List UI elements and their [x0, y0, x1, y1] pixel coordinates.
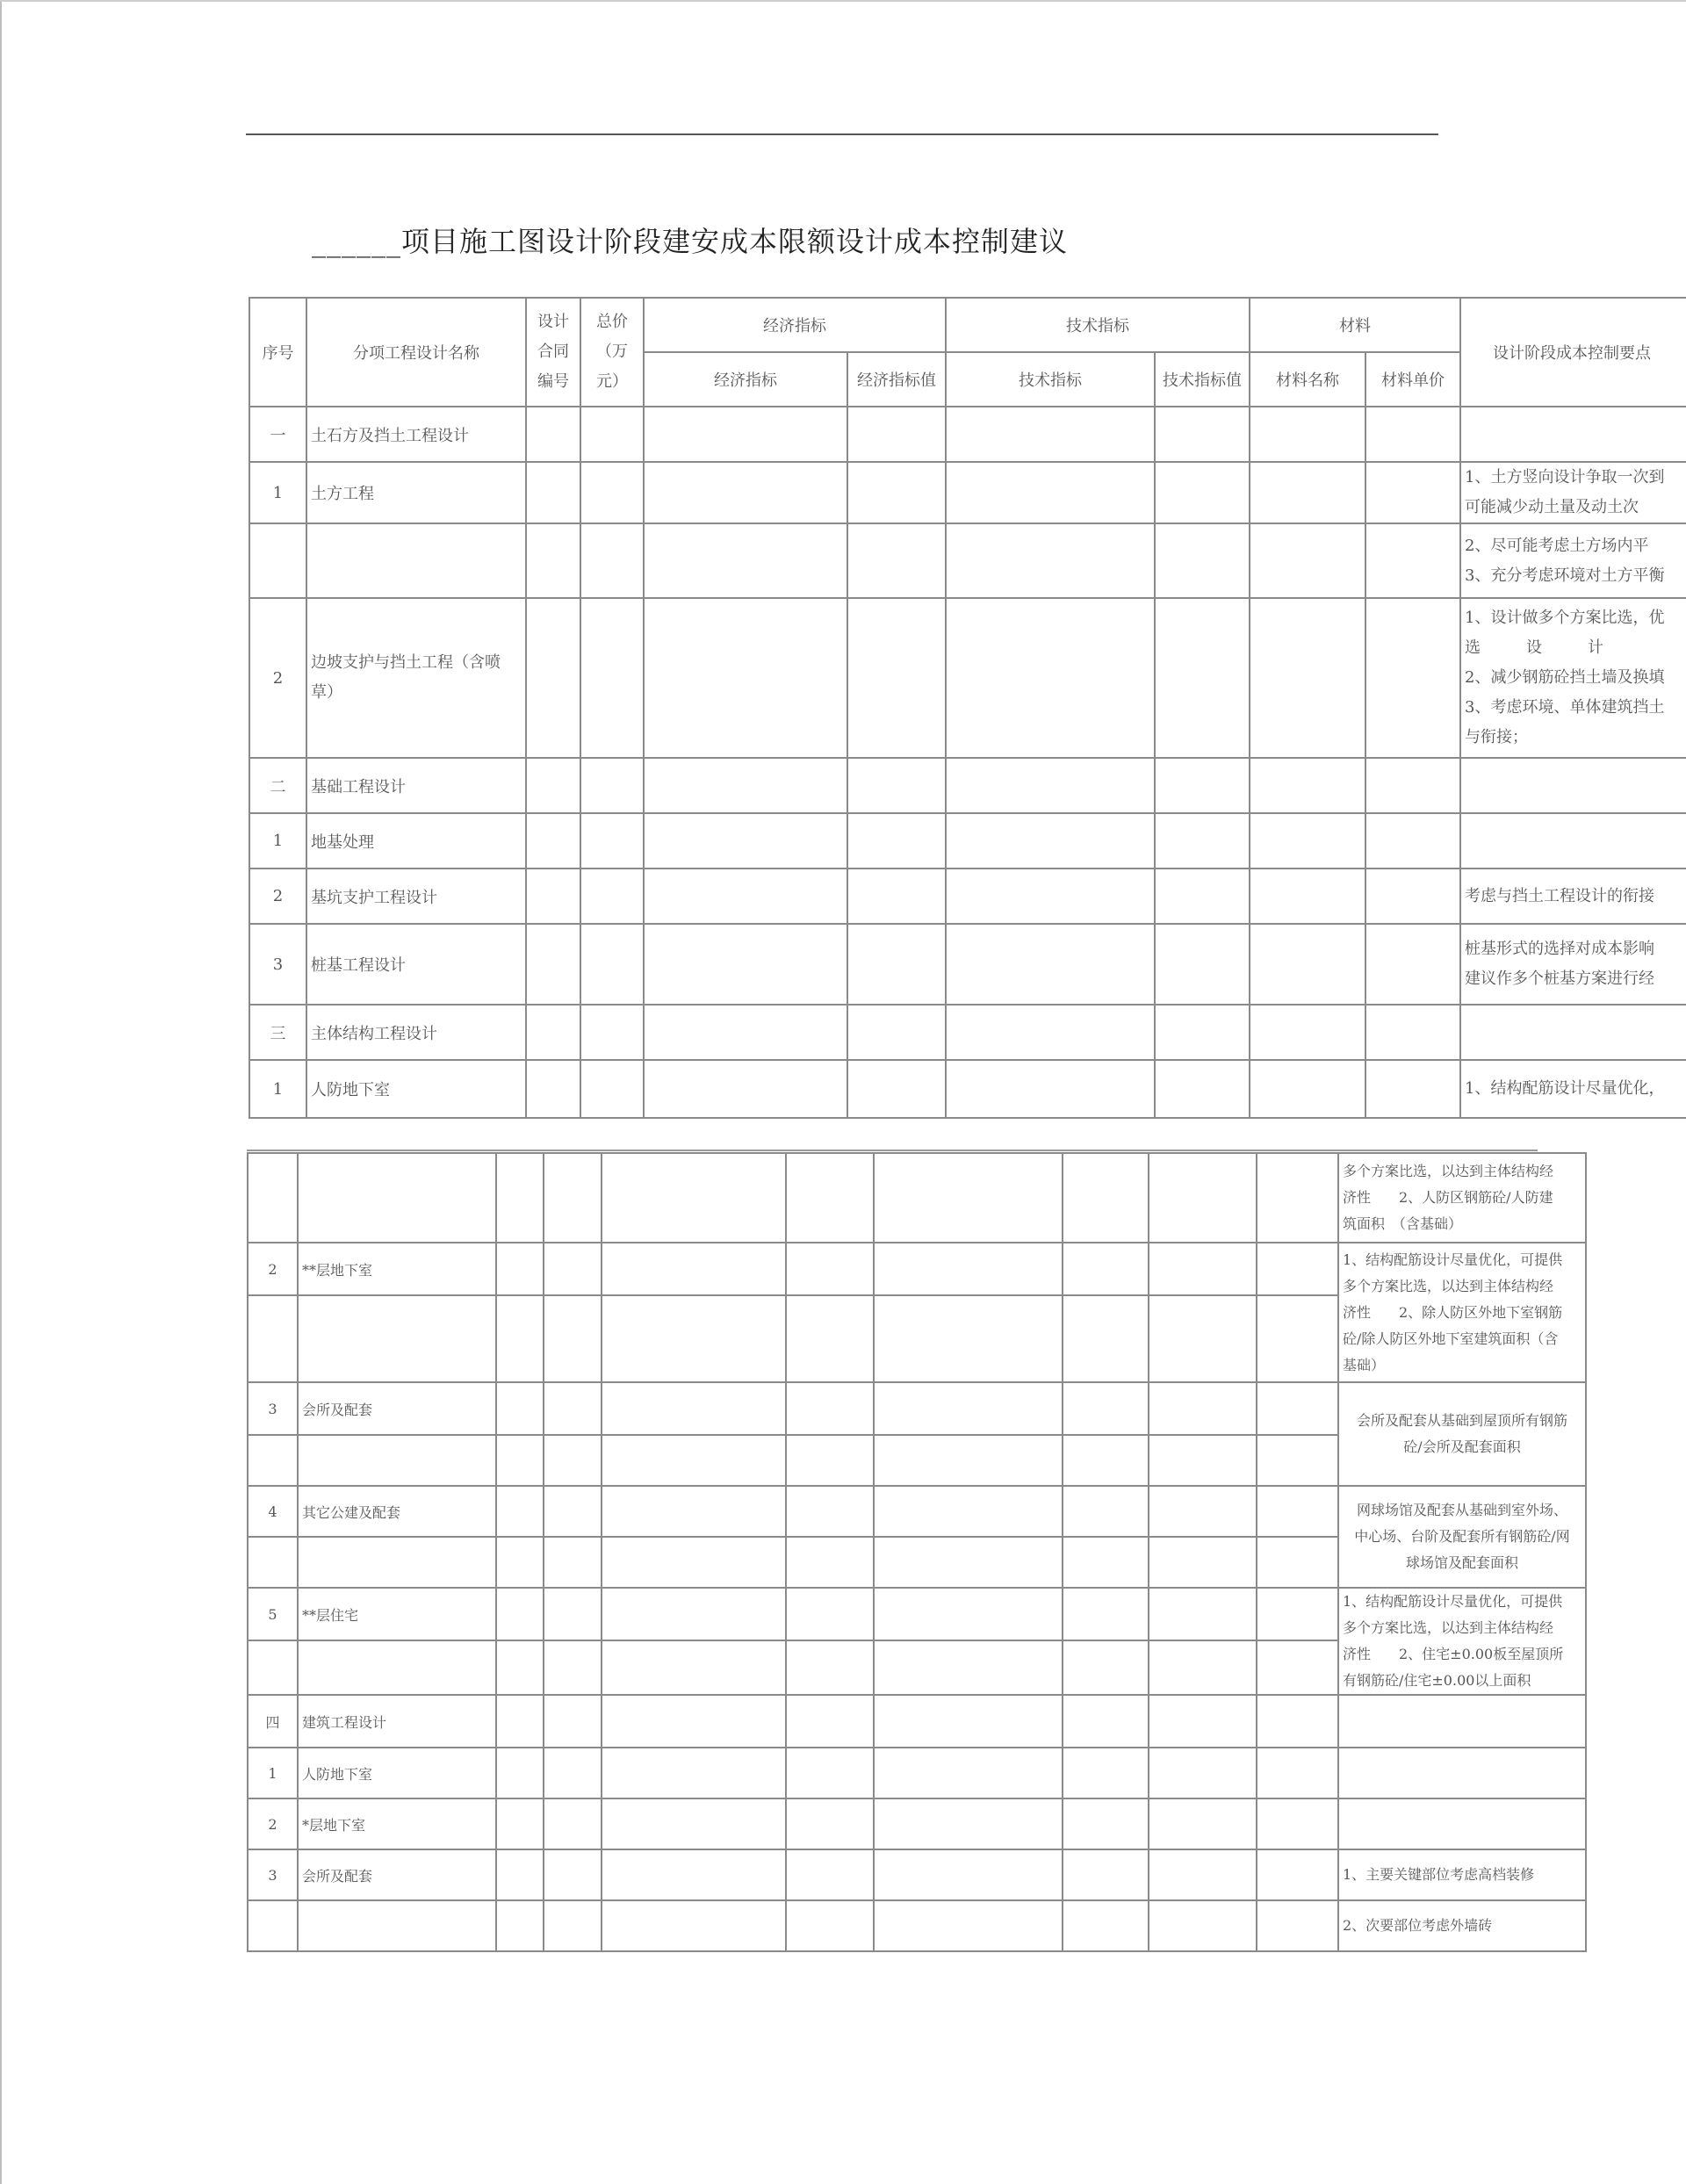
- control-note-cell: 2、次要部位考虑外墙砖: [1338, 1900, 1586, 1951]
- item-name-cell: 土方工程: [306, 462, 526, 523]
- item-name-cell: 土石方及挡土工程设计: [306, 407, 526, 462]
- table-continuation-rule: [247, 1150, 1538, 1151]
- seq-cell: 2: [248, 1243, 298, 1295]
- item-name-cell: 人防地下室: [306, 1060, 526, 1118]
- table-row: [248, 1798, 1586, 1849]
- seq-cell: 1: [249, 462, 306, 523]
- cost-control-table-part1: [249, 297, 1686, 1119]
- control-note-cell: 1、结构配筋设计尽量优化，可提供 多个方案比选，以达到主体结构经 济性 2、住宅±0.00板至屋顶所 有钢筋砼/住宅±0.00以上面积: [1338, 1588, 1586, 1695]
- item-name-cell: 基坑支护工程设计: [306, 869, 526, 924]
- header-material-price: 材料单价: [1365, 352, 1460, 407]
- item-name-cell: 人防地下室: [298, 1748, 496, 1798]
- control-note-cell: 1、主要关键部位考虑高档装修: [1338, 1849, 1586, 1900]
- seq-cell: 一: [249, 407, 306, 462]
- control-note-cell: 会所及配套从基础到屋顶所有钢筋 砼/会所及配套面积: [1338, 1382, 1586, 1486]
- item-name-cell: 会所及配套: [298, 1382, 496, 1435]
- item-name-cell: 边坡支护与挡土工程（含喷草）: [306, 598, 526, 758]
- seq-cell: 1: [249, 1060, 306, 1118]
- seq-cell: 1: [248, 1748, 298, 1798]
- item-name-cell: *层地下室: [298, 1798, 496, 1849]
- item-name-cell: 其它公建及配套: [298, 1486, 496, 1537]
- seq-cell: 4: [248, 1486, 298, 1537]
- item-name-cell: **层地下室: [298, 1243, 496, 1295]
- seq-cell: 3: [248, 1849, 298, 1900]
- table-row: [248, 1153, 1586, 1243]
- table-row: [249, 813, 1686, 869]
- table-row: [249, 523, 1686, 598]
- header-total: 总价（万元）: [580, 298, 644, 407]
- control-note-cell: 桩基形式的选择对成本影响 建议作多个桩基方案进行经: [1460, 924, 1686, 1005]
- table-row: [248, 1382, 1586, 1435]
- table-row: [249, 1060, 1686, 1118]
- header-name: 分项工程设计名称: [306, 298, 526, 407]
- table-row: [248, 1849, 1586, 1900]
- table-row: [249, 1005, 1686, 1060]
- control-note-cell: 1、土方竖向设计争取一次到 可能减少动土量及动土次: [1460, 462, 1686, 523]
- control-note-cell: 网球场馆及配套从基础到室外场、 中心场、台阶及配套所有钢筋砼/网 球场馆及配套面积: [1338, 1486, 1586, 1588]
- table-row: [248, 1900, 1586, 1951]
- header-control-points: 设计阶段成本控制要点: [1460, 298, 1686, 407]
- header-tech-group: 技术指标: [946, 298, 1250, 352]
- header-econ-value: 经济指标值: [847, 352, 946, 407]
- header-material-name: 材料名称: [1250, 352, 1365, 407]
- item-name-cell: 建筑工程设计: [298, 1695, 496, 1748]
- seq-cell: 3: [248, 1382, 298, 1435]
- item-name-cell: 桩基工程设计: [306, 924, 526, 1005]
- table-row: [248, 1695, 1586, 1748]
- item-name-cell: 基础工程设计: [306, 758, 526, 813]
- seq-cell: 三: [249, 1005, 306, 1060]
- seq-cell: 2: [249, 869, 306, 924]
- header-econ: 经济指标: [644, 352, 847, 407]
- page-frame-left: [0, 0, 2, 2184]
- control-note-cell: 考虑与挡土工程设计的衔接: [1460, 869, 1686, 924]
- seq-cell: 5: [248, 1588, 298, 1640]
- table-row: [248, 1243, 1586, 1295]
- seq-cell: 1: [249, 813, 306, 869]
- control-note-cell: 1、结构配筋设计尽量优化，可提供 多个方案比选，以达到主体结构经 济性 2、除人防区外地下室钢筋 砼/除人防区外地下室建筑面积（含 基础）: [1338, 1243, 1586, 1382]
- control-note-cell: 2、尽可能考虑土方场内平 3、充分考虑环境对土方平衡: [1460, 523, 1686, 598]
- header-tech: 技术指标: [946, 352, 1155, 407]
- seq-cell: 二: [249, 758, 306, 813]
- item-name-cell: 地基处理: [306, 813, 526, 869]
- header-tech-value: 技术指标值: [1155, 352, 1250, 407]
- item-name-cell: 主体结构工程设计: [306, 1005, 526, 1060]
- table-row: [249, 924, 1686, 1005]
- seq-cell: 四: [248, 1695, 298, 1748]
- seq-cell: 3: [249, 924, 306, 1005]
- header-seq: 序号: [249, 298, 306, 407]
- cost-control-table-part2: [247, 1152, 1587, 1952]
- table-row: [249, 869, 1686, 924]
- item-name-cell: **层住宅: [298, 1588, 496, 1640]
- control-note-cell: 多个方案比选，以达到主体结构经 济性 2、人防区钢筋砼/人防建 筑面积 （含基础）: [1338, 1153, 1586, 1243]
- control-note-cell: 1、设计做多个方案比选，优 选设计 2、减少钢筋砼挡土墙及换填 3、考虑环境、单体建筑挡土 与衔接；: [1460, 598, 1686, 758]
- page-frame-top: [0, 0, 1686, 2]
- header-econ-group: 经济指标: [644, 298, 946, 352]
- table-row: [249, 598, 1686, 758]
- table-row: [249, 407, 1686, 462]
- table-row: [249, 758, 1686, 813]
- table-row: [249, 462, 1686, 523]
- header-contract: 设计合同编号: [526, 298, 580, 407]
- control-note-cell: 1、结构配筋设计尽量优化，: [1460, 1060, 1686, 1118]
- header-rule: [246, 133, 1438, 135]
- table-row: [248, 1748, 1586, 1798]
- header-material-group: 材料: [1250, 298, 1460, 352]
- item-name-cell: 会所及配套: [298, 1849, 496, 1900]
- seq-cell: 2: [249, 598, 306, 758]
- page-title: ______项目施工图设计阶段建安成本限额设计成本控制建议: [312, 225, 1069, 258]
- table-row: [248, 1486, 1586, 1537]
- table-row: [248, 1588, 1586, 1640]
- seq-cell: 2: [248, 1798, 298, 1849]
